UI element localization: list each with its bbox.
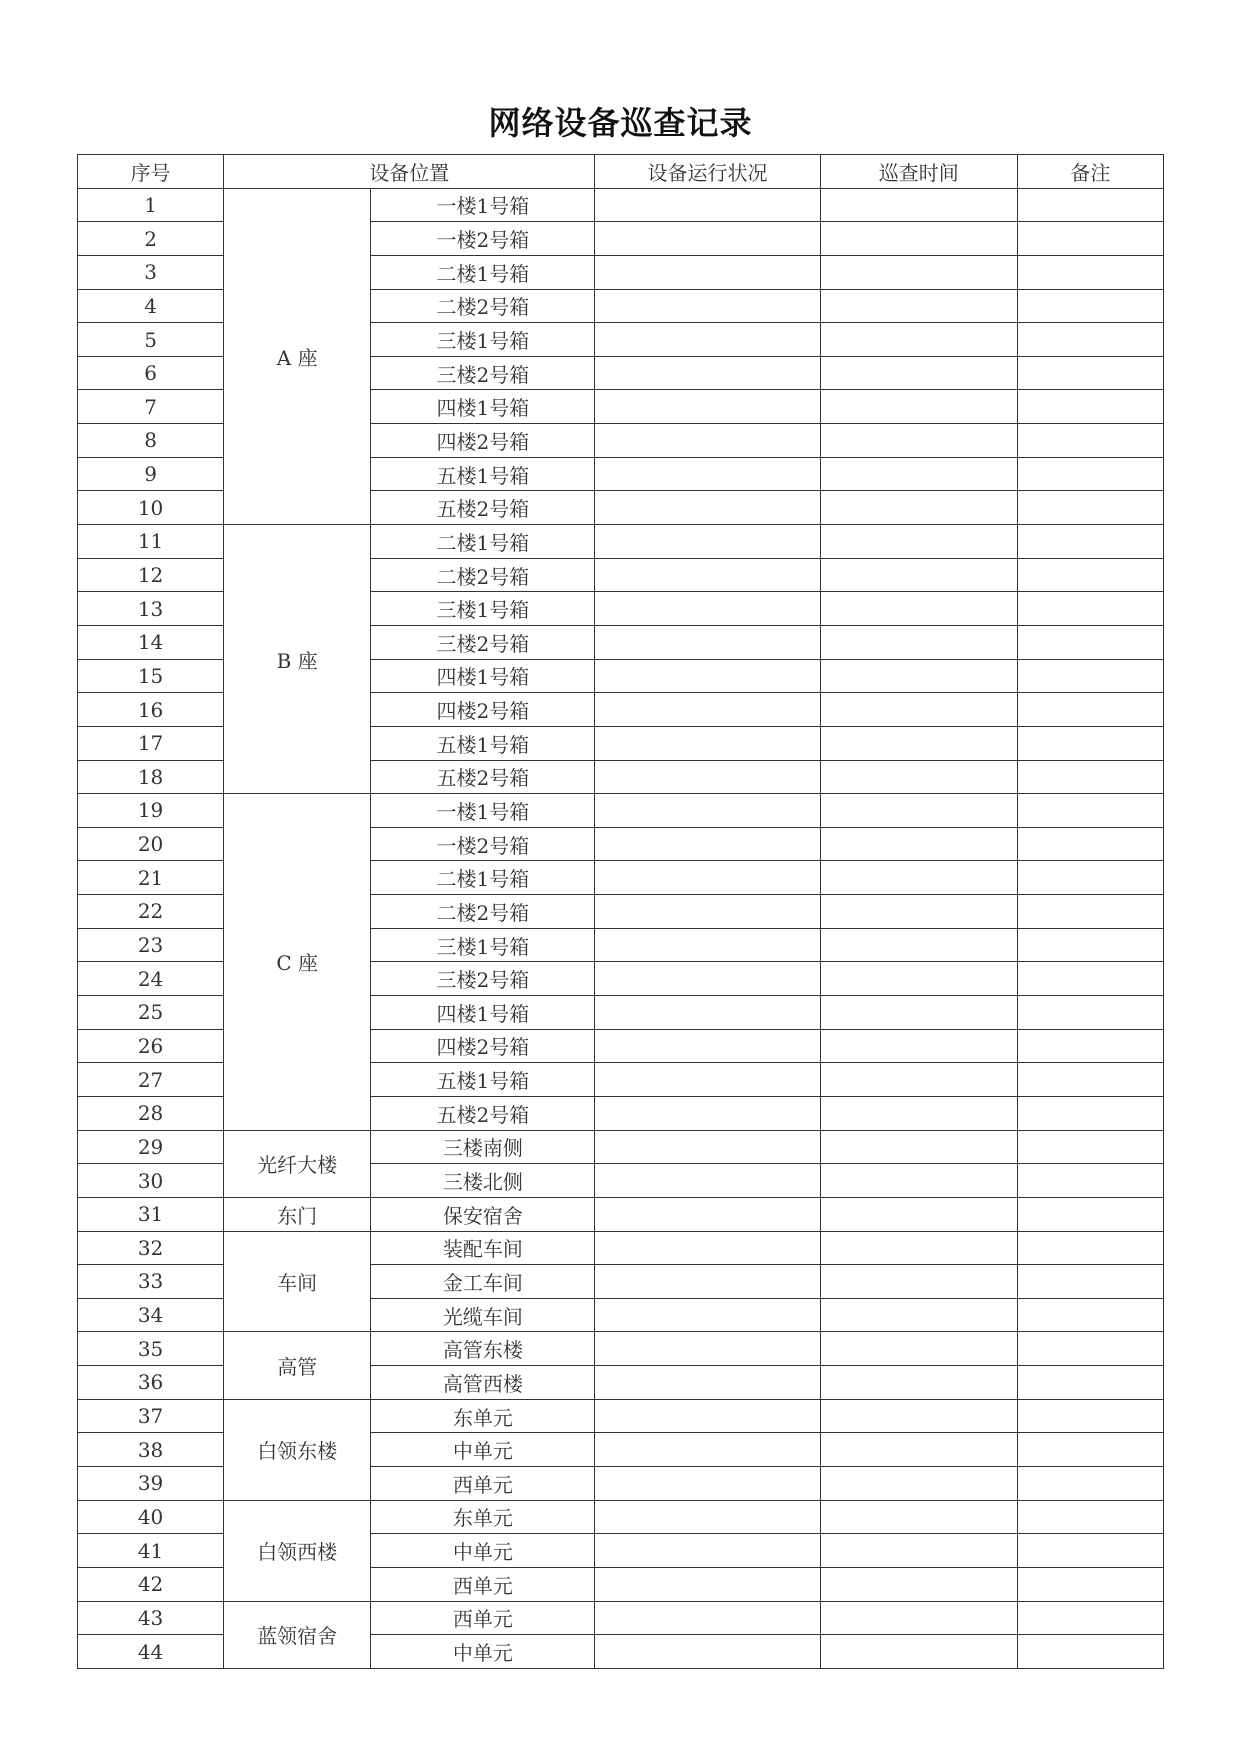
note-cell[interactable]	[1017, 1265, 1163, 1299]
status-cell[interactable]	[595, 1130, 820, 1164]
box-location-cell: 四楼2号箱	[371, 693, 595, 727]
time-cell[interactable]	[820, 592, 1017, 626]
time-cell[interactable]	[820, 625, 1017, 659]
box-location-cell: 金工车间	[371, 1265, 595, 1299]
building-cell: 白领西楼	[224, 1500, 371, 1601]
status-cell[interactable]	[595, 1265, 820, 1299]
note-cell[interactable]	[1017, 188, 1163, 222]
time-cell[interactable]	[820, 1500, 1017, 1534]
note-cell[interactable]	[1017, 996, 1163, 1030]
note-cell[interactable]	[1017, 1029, 1163, 1063]
note-cell[interactable]	[1017, 356, 1163, 390]
status-cell[interactable]	[595, 1164, 820, 1198]
table-row	[78, 1231, 1164, 1265]
status-cell[interactable]	[595, 1231, 820, 1265]
box-location-cell: 三楼2号箱	[371, 356, 595, 390]
seq-cell: 38	[78, 1433, 224, 1467]
seq-cell: 43	[78, 1601, 224, 1635]
status-cell[interactable]	[595, 289, 820, 323]
status-cell[interactable]	[595, 625, 820, 659]
note-cell[interactable]	[1017, 1197, 1163, 1231]
seq-cell: 12	[78, 558, 224, 592]
table-row	[78, 1500, 1164, 1534]
note-cell[interactable]	[1017, 390, 1163, 424]
seq-cell: 20	[78, 827, 224, 861]
status-cell[interactable]	[595, 1298, 820, 1332]
status-cell[interactable]	[595, 1197, 820, 1231]
box-location-cell: 三楼北侧	[371, 1164, 595, 1198]
box-location-cell: 三楼1号箱	[371, 592, 595, 626]
table-body	[78, 188, 1164, 1668]
seq-cell: 22	[78, 895, 224, 929]
status-cell[interactable]	[595, 962, 820, 996]
seq-cell: 27	[78, 1063, 224, 1097]
seq-cell: 30	[78, 1164, 224, 1198]
status-cell[interactable]	[595, 188, 820, 222]
seq-cell: 32	[78, 1231, 224, 1265]
note-cell[interactable]	[1017, 255, 1163, 289]
building-cell: C 座	[224, 794, 371, 1130]
table-row	[78, 1601, 1164, 1635]
note-cell[interactable]	[1017, 895, 1163, 929]
building-cell: 东门	[224, 1197, 371, 1231]
note-cell[interactable]	[1017, 1500, 1163, 1534]
box-location-cell: 保安宿舍	[371, 1197, 595, 1231]
time-cell[interactable]	[820, 928, 1017, 962]
note-cell[interactable]	[1017, 794, 1163, 828]
time-cell[interactable]	[820, 760, 1017, 794]
box-location-cell: 西单元	[371, 1601, 595, 1635]
status-cell[interactable]	[595, 895, 820, 929]
box-location-cell: 五楼2号箱	[371, 1096, 595, 1130]
table-row	[78, 188, 1164, 222]
box-location-cell: 一楼1号箱	[371, 794, 595, 828]
note-cell[interactable]	[1017, 424, 1163, 458]
seq-cell: 15	[78, 659, 224, 693]
time-cell[interactable]	[820, 1164, 1017, 1198]
time-cell[interactable]	[820, 424, 1017, 458]
seq-cell: 10	[78, 491, 224, 525]
time-cell[interactable]	[820, 895, 1017, 929]
box-location-cell: 一楼2号箱	[371, 827, 595, 861]
note-cell[interactable]	[1017, 289, 1163, 323]
seq-cell: 3	[78, 255, 224, 289]
time-cell[interactable]	[820, 323, 1017, 357]
box-location-cell: 五楼2号箱	[371, 760, 595, 794]
seq-cell: 8	[78, 424, 224, 458]
note-cell[interactable]	[1017, 491, 1163, 525]
building-cell: 车间	[224, 1231, 371, 1332]
status-cell[interactable]	[595, 1096, 820, 1130]
note-cell[interactable]	[1017, 1130, 1163, 1164]
seq-cell: 25	[78, 996, 224, 1030]
page-title: 网络设备巡查记录	[488, 104, 753, 142]
status-cell[interactable]	[595, 457, 820, 491]
box-location-cell: 三楼1号箱	[371, 928, 595, 962]
note-cell[interactable]	[1017, 323, 1163, 357]
note-cell[interactable]	[1017, 1164, 1163, 1198]
note-cell[interactable]	[1017, 1231, 1163, 1265]
box-location-cell: 四楼1号箱	[371, 390, 595, 424]
note-cell[interactable]	[1017, 962, 1163, 996]
time-cell[interactable]	[820, 1231, 1017, 1265]
seq-cell: 24	[78, 962, 224, 996]
header-location: 设备位置	[224, 155, 595, 189]
note-cell[interactable]	[1017, 760, 1163, 794]
status-cell[interactable]	[595, 928, 820, 962]
time-cell[interactable]	[820, 693, 1017, 727]
seq-cell: 6	[78, 356, 224, 390]
status-cell[interactable]	[595, 693, 820, 727]
note-cell[interactable]	[1017, 1433, 1163, 1467]
box-location-cell: 五楼1号箱	[371, 1063, 595, 1097]
table-row	[78, 1332, 1164, 1366]
time-cell[interactable]	[820, 1332, 1017, 1366]
seq-cell: 16	[78, 693, 224, 727]
status-cell[interactable]	[595, 1601, 820, 1635]
note-cell[interactable]	[1017, 222, 1163, 256]
status-cell[interactable]	[595, 1029, 820, 1063]
status-cell[interactable]	[595, 255, 820, 289]
note-cell[interactable]	[1017, 861, 1163, 895]
box-location-cell: 五楼1号箱	[371, 726, 595, 760]
time-cell[interactable]	[820, 1466, 1017, 1500]
building-cell: 白领东楼	[224, 1399, 371, 1500]
box-location-cell: 四楼1号箱	[371, 659, 595, 693]
seq-cell: 18	[78, 760, 224, 794]
box-location-cell: 五楼1号箱	[371, 457, 595, 491]
status-cell[interactable]	[595, 760, 820, 794]
seq-cell: 34	[78, 1298, 224, 1332]
status-cell[interactable]	[595, 1635, 820, 1669]
seq-cell: 28	[78, 1096, 224, 1130]
box-location-cell: 三楼南侧	[371, 1130, 595, 1164]
note-cell[interactable]	[1017, 1298, 1163, 1332]
seq-cell: 9	[78, 457, 224, 491]
box-location-cell: 四楼1号箱	[371, 996, 595, 1030]
time-cell[interactable]	[820, 659, 1017, 693]
time-cell[interactable]	[820, 222, 1017, 256]
time-cell[interactable]	[820, 1063, 1017, 1097]
seq-cell: 44	[78, 1635, 224, 1669]
building-cell: 蓝领宿舍	[224, 1601, 371, 1668]
time-cell[interactable]	[820, 525, 1017, 559]
time-cell[interactable]	[820, 1029, 1017, 1063]
box-location-cell: 二楼2号箱	[371, 558, 595, 592]
box-location-cell: 中单元	[371, 1534, 595, 1568]
seq-cell: 42	[78, 1567, 224, 1601]
status-cell[interactable]	[595, 1433, 820, 1467]
note-cell[interactable]	[1017, 558, 1163, 592]
box-location-cell: 三楼2号箱	[371, 625, 595, 659]
note-cell[interactable]	[1017, 1399, 1163, 1433]
note-cell[interactable]	[1017, 457, 1163, 491]
seq-cell: 29	[78, 1130, 224, 1164]
note-cell[interactable]	[1017, 1096, 1163, 1130]
box-location-cell: 东单元	[371, 1500, 595, 1534]
building-cell: 高管	[224, 1332, 371, 1399]
header-time: 巡查时间	[820, 155, 1017, 189]
seq-cell: 40	[78, 1500, 224, 1534]
status-cell[interactable]	[595, 1366, 820, 1400]
time-cell[interactable]	[820, 1635, 1017, 1669]
note-cell[interactable]	[1017, 827, 1163, 861]
note-cell[interactable]	[1017, 1466, 1163, 1500]
box-location-cell: 中单元	[371, 1635, 595, 1669]
box-location-cell: 五楼2号箱	[371, 491, 595, 525]
box-location-cell: 三楼2号箱	[371, 962, 595, 996]
note-cell[interactable]	[1017, 1366, 1163, 1400]
time-cell[interactable]	[820, 390, 1017, 424]
note-cell[interactable]	[1017, 693, 1163, 727]
time-cell[interactable]	[820, 1567, 1017, 1601]
box-location-cell: 装配车间	[371, 1231, 595, 1265]
time-cell[interactable]	[820, 861, 1017, 895]
note-cell[interactable]	[1017, 592, 1163, 626]
seq-cell: 5	[78, 323, 224, 357]
box-location-cell: 二楼2号箱	[371, 289, 595, 323]
time-cell[interactable]	[820, 1130, 1017, 1164]
status-cell[interactable]	[595, 1063, 820, 1097]
status-cell[interactable]	[595, 1534, 820, 1568]
note-cell[interactable]	[1017, 1063, 1163, 1097]
box-location-cell: 四楼2号箱	[371, 424, 595, 458]
box-location-cell: 二楼1号箱	[371, 255, 595, 289]
status-cell[interactable]	[595, 356, 820, 390]
header-row	[78, 155, 1164, 189]
seq-cell: 26	[78, 1029, 224, 1063]
seq-cell: 11	[78, 525, 224, 559]
time-cell[interactable]	[820, 1433, 1017, 1467]
time-cell[interactable]	[820, 289, 1017, 323]
status-cell[interactable]	[595, 525, 820, 559]
seq-cell: 35	[78, 1332, 224, 1366]
box-location-cell: 西单元	[371, 1466, 595, 1500]
time-cell[interactable]	[820, 1298, 1017, 1332]
note-cell[interactable]	[1017, 1601, 1163, 1635]
note-cell[interactable]	[1017, 1567, 1163, 1601]
note-cell[interactable]	[1017, 525, 1163, 559]
status-cell[interactable]	[595, 1399, 820, 1433]
time-cell[interactable]	[820, 1601, 1017, 1635]
building-cell: A 座	[224, 188, 371, 524]
inspection-table	[77, 154, 1164, 1669]
note-cell[interactable]	[1017, 659, 1163, 693]
note-cell[interactable]	[1017, 625, 1163, 659]
note-cell[interactable]	[1017, 726, 1163, 760]
building-cell: B 座	[224, 525, 371, 794]
time-cell[interactable]	[820, 491, 1017, 525]
header-note: 备注	[1017, 155, 1163, 189]
status-cell[interactable]	[595, 222, 820, 256]
time-cell[interactable]	[820, 996, 1017, 1030]
seq-cell: 36	[78, 1366, 224, 1400]
box-location-cell: 二楼1号箱	[371, 861, 595, 895]
seq-cell: 2	[78, 222, 224, 256]
time-cell[interactable]	[820, 356, 1017, 390]
status-cell[interactable]	[595, 558, 820, 592]
box-location-cell: 西单元	[371, 1567, 595, 1601]
status-cell[interactable]	[595, 1466, 820, 1500]
box-location-cell: 二楼1号箱	[371, 525, 595, 559]
status-cell[interactable]	[595, 1500, 820, 1534]
seq-cell: 39	[78, 1466, 224, 1500]
time-cell[interactable]	[820, 1265, 1017, 1299]
seq-cell: 33	[78, 1265, 224, 1299]
box-location-cell: 东单元	[371, 1399, 595, 1433]
seq-cell: 19	[78, 794, 224, 828]
seq-cell: 37	[78, 1399, 224, 1433]
table-row	[78, 1130, 1164, 1164]
note-cell[interactable]	[1017, 1635, 1163, 1669]
status-cell[interactable]	[595, 1567, 820, 1601]
header-status: 设备运行状况	[595, 155, 820, 189]
box-location-cell: 高管西楼	[371, 1366, 595, 1400]
note-cell[interactable]	[1017, 1332, 1163, 1366]
time-cell[interactable]	[820, 1534, 1017, 1568]
status-cell[interactable]	[595, 390, 820, 424]
box-location-cell: 四楼2号箱	[371, 1029, 595, 1063]
time-cell[interactable]	[820, 558, 1017, 592]
seq-cell: 41	[78, 1534, 224, 1568]
seq-cell: 4	[78, 289, 224, 323]
status-cell[interactable]	[595, 794, 820, 828]
status-cell[interactable]	[595, 491, 820, 525]
time-cell[interactable]	[820, 726, 1017, 760]
table-row	[78, 794, 1164, 828]
time-cell[interactable]	[820, 827, 1017, 861]
time-cell[interactable]	[820, 188, 1017, 222]
status-cell[interactable]	[595, 323, 820, 357]
box-location-cell: 二楼2号箱	[371, 895, 595, 929]
status-cell[interactable]	[595, 424, 820, 458]
time-cell[interactable]	[820, 962, 1017, 996]
box-location-cell: 一楼2号箱	[371, 222, 595, 256]
status-cell[interactable]	[595, 827, 820, 861]
note-cell[interactable]	[1017, 928, 1163, 962]
box-location-cell: 中单元	[371, 1433, 595, 1467]
box-location-cell: 一楼1号箱	[371, 188, 595, 222]
seq-cell: 21	[78, 861, 224, 895]
box-location-cell: 光缆车间	[371, 1298, 595, 1332]
status-cell[interactable]	[595, 726, 820, 760]
status-cell[interactable]	[595, 861, 820, 895]
time-cell[interactable]	[820, 794, 1017, 828]
seq-cell: 13	[78, 592, 224, 626]
box-location-cell: 三楼1号箱	[371, 323, 595, 357]
status-cell[interactable]	[595, 592, 820, 626]
time-cell[interactable]	[820, 1399, 1017, 1433]
table-row	[78, 1197, 1164, 1231]
note-cell[interactable]	[1017, 1534, 1163, 1568]
seq-cell: 1	[78, 188, 224, 222]
table-row	[78, 525, 1164, 559]
status-cell[interactable]	[595, 996, 820, 1030]
box-location-cell: 高管东楼	[371, 1332, 595, 1366]
time-cell[interactable]	[820, 457, 1017, 491]
seq-cell: 7	[78, 390, 224, 424]
time-cell[interactable]	[820, 1366, 1017, 1400]
table-row	[78, 1399, 1164, 1433]
seq-cell: 14	[78, 625, 224, 659]
building-cell: 光纤大楼	[224, 1130, 371, 1197]
seq-cell: 23	[78, 928, 224, 962]
time-cell[interactable]	[820, 255, 1017, 289]
time-cell[interactable]	[820, 1096, 1017, 1130]
seq-cell: 31	[78, 1197, 224, 1231]
status-cell[interactable]	[595, 1332, 820, 1366]
header-seq: 序号	[78, 155, 224, 189]
seq-cell: 17	[78, 726, 224, 760]
time-cell[interactable]	[820, 1197, 1017, 1231]
status-cell[interactable]	[595, 659, 820, 693]
